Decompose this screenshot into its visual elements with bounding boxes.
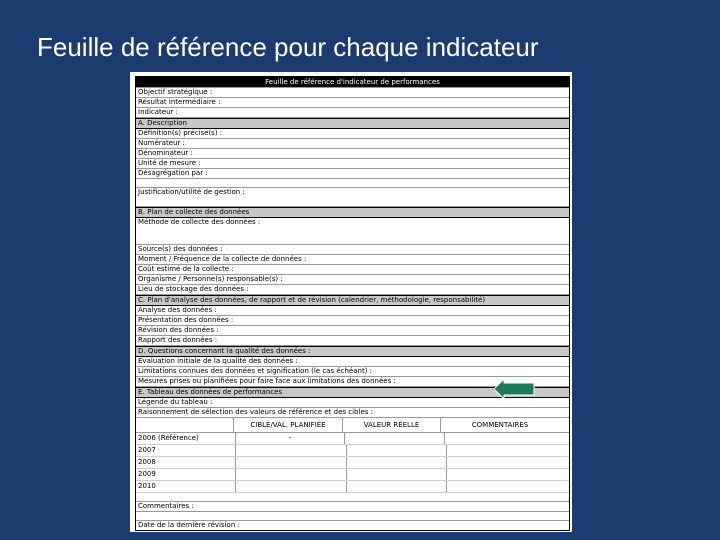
section-e-title: E. Tableau des données de performances [136, 387, 569, 398]
section-b-title: B. Plan de collecte des données [136, 207, 569, 218]
reference-sheet-form [135, 76, 570, 531]
column-header-target: CIBLE/VAL. PLANIFIÉE [234, 418, 343, 432]
row-comments [447, 457, 567, 468]
row-target: - [236, 433, 345, 444]
table-row [136, 457, 569, 469]
field-collection-cost: Coût estimé de la collecte : [136, 265, 569, 275]
field-justification: Justification/utilité de gestion : [136, 188, 569, 207]
field-disaggregation: Désagrégation par : [136, 169, 569, 179]
slide-title: Feuille de référence pour chaque indicateur [37, 32, 539, 62]
field-revision: Révision des données : [136, 326, 569, 336]
field-data-source: Source(s) des données : [136, 245, 569, 255]
row-target [236, 481, 347, 492]
row-actual [347, 445, 447, 456]
field-storage: Lieu de stockage des données : [136, 285, 569, 295]
section-a-title: A. Description [136, 118, 569, 129]
field-definition: Définition(s) précise(s) : [136, 129, 569, 139]
field-reporting: Rapport des données : [136, 336, 569, 346]
field-mitigation: Mesures prises ou planifiées pour faire face aux limitations des données : [136, 377, 569, 387]
field-known-limitations: Limitations connues des données et signification (le cas échéant) : [136, 367, 569, 377]
left-arrow-icon [494, 378, 536, 400]
field-denominator: Dénominateur : [136, 149, 569, 159]
table-row [136, 481, 569, 493]
row-comments [445, 433, 565, 444]
field-target-rationale: Raisonnement de sélection des valeurs de référence et des cibles : [136, 408, 569, 418]
section-c-title: C. Plan d'analyse des données, de rapport et de révision (calendrier, méthodologie, responsabilité) [136, 295, 569, 306]
field-presentation: Présentation des données : [136, 316, 569, 326]
column-header-year [136, 418, 234, 432]
field-unit: Unité de mesure : [136, 159, 569, 169]
row-year: 2006 (Référence) [136, 433, 236, 444]
form-header: Feuille de référence d'indicateur de performances [136, 77, 569, 88]
row-comments [447, 469, 567, 480]
row-target [236, 457, 347, 468]
row-actual [345, 433, 445, 444]
field-collection-frequency: Moment / Fréquence de la collecte de données : [136, 255, 569, 265]
column-header-actual: VALEUR RÉELLE [343, 418, 441, 432]
row-target [236, 445, 347, 456]
row-actual [347, 457, 447, 468]
field-responsible: Organisme / Personne(s) responsable(s) : [136, 275, 569, 285]
field-numerator: Numérateur : [136, 139, 569, 149]
field-strategic-objective: Objectif stratégique : [136, 88, 569, 98]
field-analysis: Analyse des données : [136, 306, 569, 316]
field-last-revision: Date de la dernière révision : [138, 521, 240, 529]
table-row [136, 433, 569, 445]
row-year: 2010 [136, 481, 236, 492]
row-actual [347, 469, 447, 480]
performance-table-header [136, 418, 569, 433]
field-indicator: Indicateur : [136, 108, 569, 118]
row-comments [447, 481, 567, 492]
table-row [136, 445, 569, 457]
field-comments: Commentaires : [136, 502, 569, 512]
spacer [136, 493, 569, 502]
row-actual [347, 481, 447, 492]
spacer [136, 512, 569, 521]
table-row [136, 469, 569, 481]
field-initial-quality: Évaluation initiale de la qualité des données : [136, 357, 569, 367]
row-year: 2007 [136, 445, 236, 456]
field-table-legend: Légende du tableau : [136, 398, 569, 408]
column-header-comments: COMMENTAIRES [471, 421, 529, 429]
row-comments [447, 445, 567, 456]
section-d-title: D. Questions concernant la qualité des données : [136, 346, 569, 357]
field-intermediate-result: Résultat intermédiaire : [136, 98, 569, 108]
spacer [136, 179, 569, 188]
row-year: 2009 [136, 469, 236, 480]
field-collection-method: Méthode de collecte des données : [136, 218, 569, 245]
row-year: 2008 [136, 457, 236, 468]
row-target [236, 469, 347, 480]
